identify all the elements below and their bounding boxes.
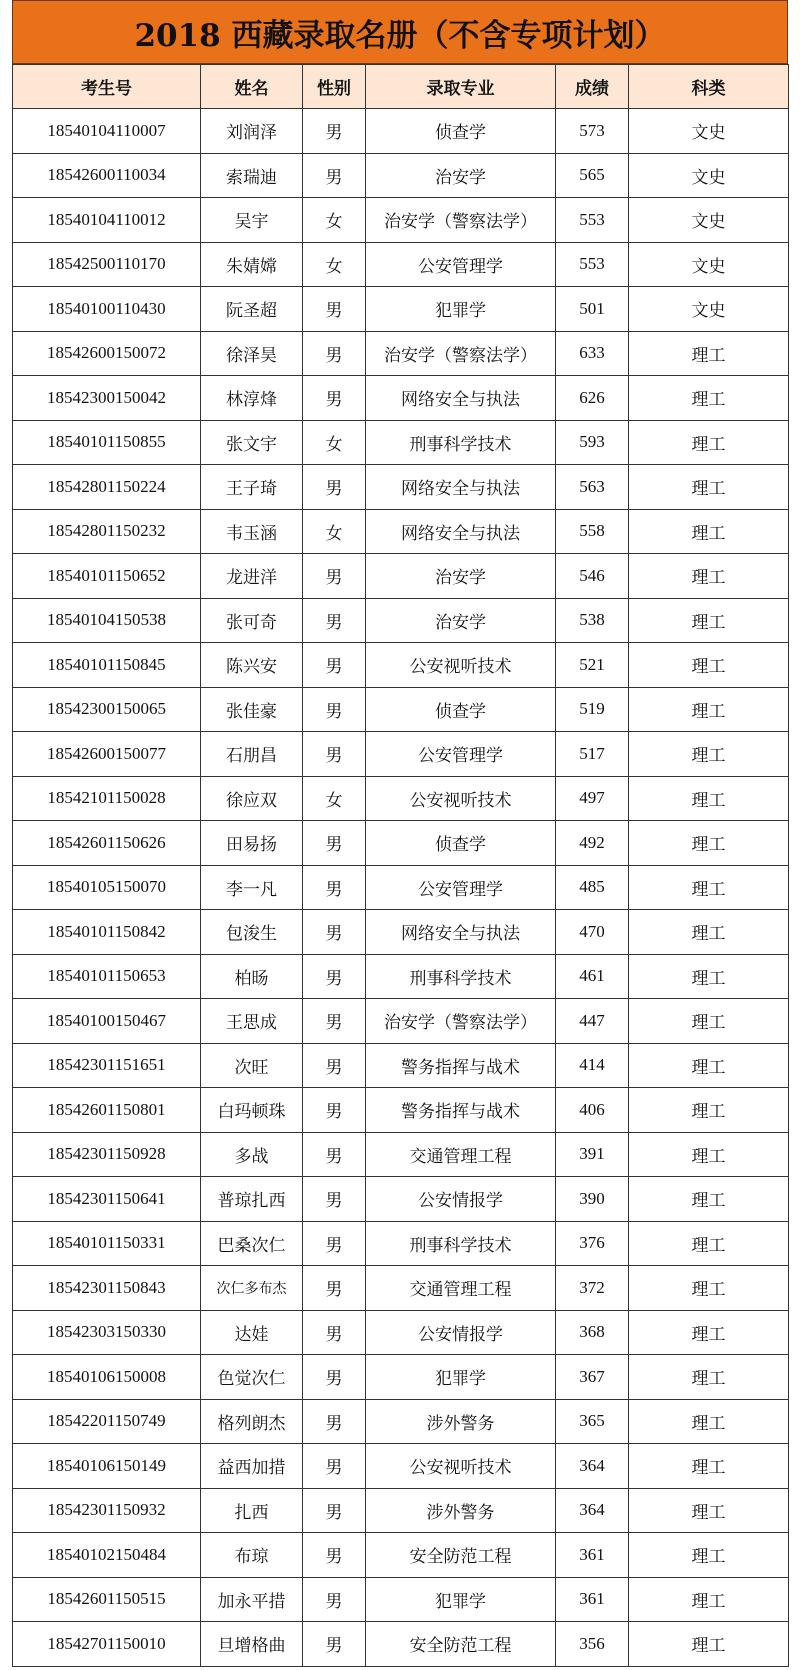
- exam-id-cell: 18542301151651: [13, 1043, 201, 1088]
- table-row: [13, 1177, 789, 1222]
- page-title: 2018 西藏录取名册（不含专项计划）: [12, 0, 788, 64]
- score-cell: 390: [556, 1177, 629, 1222]
- table-row: [13, 509, 789, 554]
- exam-id-cell: 18542701150010: [13, 1622, 201, 1667]
- table-row: [13, 1221, 789, 1266]
- exam-id-cell: 18540105150070: [13, 865, 201, 910]
- category-cell: 理工: [629, 999, 789, 1044]
- exam-id-cell: 18542301150932: [13, 1488, 201, 1533]
- gender-cell: 男: [303, 1622, 366, 1667]
- category-cell: 理工: [629, 1221, 789, 1266]
- exam-id-cell: 18540106150149: [13, 1444, 201, 1489]
- score-cell: 593: [556, 420, 629, 465]
- name-cell: 朱婧嫦: [201, 242, 303, 287]
- category-cell: 理工: [629, 331, 789, 376]
- major-cell: 交通管理工程: [366, 1132, 556, 1177]
- major-cell: 治安学（警察法学）: [366, 198, 556, 243]
- category-cell: 理工: [629, 1266, 789, 1311]
- table-row: [13, 1043, 789, 1088]
- name-cell: 石朋昌: [201, 732, 303, 777]
- category-cell: 理工: [629, 1355, 789, 1400]
- gender-cell: 男: [303, 1399, 366, 1444]
- major-cell: 治安学: [366, 554, 556, 599]
- exam-id-cell: 18542600110034: [13, 153, 201, 198]
- major-cell: 安全防范工程: [366, 1622, 556, 1667]
- exam-id-cell: 18542601150801: [13, 1088, 201, 1133]
- exam-id-cell: 18542801150232: [13, 509, 201, 554]
- category-cell: 理工: [629, 821, 789, 866]
- major-cell: 涉外警务: [366, 1399, 556, 1444]
- category-cell: 理工: [629, 1043, 789, 1088]
- name-cell: 阮圣超: [201, 287, 303, 332]
- score-cell: 364: [556, 1488, 629, 1533]
- score-cell: 519: [556, 687, 629, 732]
- score-cell: 461: [556, 954, 629, 999]
- score-cell: 573: [556, 109, 629, 154]
- roster-table: [12, 64, 789, 1667]
- score-cell: 368: [556, 1310, 629, 1355]
- table-row: [13, 910, 789, 955]
- name-cell: 张文宇: [201, 420, 303, 465]
- table-row: [13, 865, 789, 910]
- gender-cell: 男: [303, 109, 366, 154]
- name-cell: 徐泽昊: [201, 331, 303, 376]
- score-cell: 365: [556, 1399, 629, 1444]
- gender-cell: 女: [303, 198, 366, 243]
- score-cell: 633: [556, 331, 629, 376]
- major-cell: 犯罪学: [366, 1355, 556, 1400]
- score-cell: 563: [556, 465, 629, 510]
- major-cell: 刑事科学技术: [366, 954, 556, 999]
- score-cell: 521: [556, 643, 629, 688]
- major-cell: 网络安全与执法: [366, 509, 556, 554]
- gender-cell: 男: [303, 376, 366, 421]
- major-cell: 治安学（警察法学）: [366, 999, 556, 1044]
- exam-id-cell: 18540101150653: [13, 954, 201, 999]
- category-cell: 理工: [629, 1488, 789, 1533]
- table-row: [13, 1355, 789, 1400]
- name-cell: 白玛顿珠: [201, 1088, 303, 1133]
- table-row: [13, 643, 789, 688]
- exam-id-cell: 18542500110170: [13, 242, 201, 287]
- exam-id-cell: 18542300150065: [13, 687, 201, 732]
- major-cell: 侦查学: [366, 821, 556, 866]
- name-cell: 索瑞迪: [201, 153, 303, 198]
- major-cell: 治安学: [366, 153, 556, 198]
- major-cell: 侦查学: [366, 109, 556, 154]
- table-row: [13, 465, 789, 510]
- table-row: [13, 732, 789, 777]
- table-header-row: [13, 65, 789, 109]
- name-cell: 徐应双: [201, 776, 303, 821]
- exam-id-cell: 18542300150042: [13, 376, 201, 421]
- name-cell: 李一凡: [201, 865, 303, 910]
- gender-cell: 男: [303, 1043, 366, 1088]
- major-cell: 网络安全与执法: [366, 465, 556, 510]
- major-cell: 公安管理学: [366, 732, 556, 777]
- header-name: 姓名: [201, 65, 303, 109]
- score-cell: 501: [556, 287, 629, 332]
- score-cell: 558: [556, 509, 629, 554]
- table-row: [13, 954, 789, 999]
- category-cell: 文史: [629, 198, 789, 243]
- category-cell: 文史: [629, 242, 789, 287]
- name-cell: 刘润泽: [201, 109, 303, 154]
- major-cell: 刑事科学技术: [366, 1221, 556, 1266]
- category-cell: 理工: [629, 732, 789, 777]
- major-cell: 公安管理学: [366, 865, 556, 910]
- category-cell: 理工: [629, 1622, 789, 1667]
- category-cell: 理工: [629, 1444, 789, 1489]
- score-cell: 414: [556, 1043, 629, 1088]
- major-cell: 公安情报学: [366, 1310, 556, 1355]
- exam-id-cell: 18540101150842: [13, 910, 201, 955]
- score-cell: 372: [556, 1266, 629, 1311]
- category-cell: 理工: [629, 1088, 789, 1133]
- category-cell: 理工: [629, 554, 789, 599]
- score-cell: 361: [556, 1533, 629, 1578]
- gender-cell: 男: [303, 732, 366, 777]
- exam-id-cell: 18542101150028: [13, 776, 201, 821]
- table-row: [13, 1488, 789, 1533]
- gender-cell: 男: [303, 687, 366, 732]
- exam-id-cell: 18542601150515: [13, 1577, 201, 1622]
- table-row: [13, 776, 789, 821]
- name-cell: 格列朗杰: [201, 1399, 303, 1444]
- name-cell: 次旺: [201, 1043, 303, 1088]
- exam-id-cell: 18542301150641: [13, 1177, 201, 1222]
- table-row: [13, 420, 789, 465]
- major-cell: 警务指挥与战术: [366, 1043, 556, 1088]
- category-cell: 理工: [629, 1533, 789, 1578]
- score-cell: 497: [556, 776, 629, 821]
- name-cell: 扎西: [201, 1488, 303, 1533]
- gender-cell: 男: [303, 153, 366, 198]
- name-cell: 张佳豪: [201, 687, 303, 732]
- major-cell: 涉外警务: [366, 1488, 556, 1533]
- gender-cell: 男: [303, 999, 366, 1044]
- gender-cell: 男: [303, 1488, 366, 1533]
- exam-id-cell: 18540101150845: [13, 643, 201, 688]
- category-cell: 理工: [629, 376, 789, 421]
- score-cell: 546: [556, 554, 629, 599]
- major-cell: 犯罪学: [366, 287, 556, 332]
- table-row: [13, 287, 789, 332]
- name-cell: 旦增格曲: [201, 1622, 303, 1667]
- gender-cell: 男: [303, 1533, 366, 1578]
- name-cell: 王思成: [201, 999, 303, 1044]
- gender-cell: 男: [303, 1221, 366, 1266]
- gender-cell: 男: [303, 643, 366, 688]
- category-cell: 理工: [629, 420, 789, 465]
- table-row: [13, 153, 789, 198]
- exam-id-cell: 18542600150072: [13, 331, 201, 376]
- score-cell: 470: [556, 910, 629, 955]
- category-cell: 理工: [629, 687, 789, 732]
- gender-cell: 男: [303, 821, 366, 866]
- major-cell: 网络安全与执法: [366, 376, 556, 421]
- exam-id-cell: 18540104110007: [13, 109, 201, 154]
- category-cell: 理工: [629, 1577, 789, 1622]
- category-cell: 理工: [629, 1310, 789, 1355]
- name-cell: 田易扬: [201, 821, 303, 866]
- gender-cell: 男: [303, 1088, 366, 1133]
- category-cell: 理工: [629, 643, 789, 688]
- name-cell: 达娃: [201, 1310, 303, 1355]
- gender-cell: 男: [303, 554, 366, 599]
- table-row: [13, 1266, 789, 1311]
- score-cell: 626: [556, 376, 629, 421]
- name-cell: 柏旸: [201, 954, 303, 999]
- name-cell: 龙进洋: [201, 554, 303, 599]
- admission-roster: [12, 0, 788, 1667]
- category-cell: 理工: [629, 465, 789, 510]
- name-cell: 巴桑次仁: [201, 1221, 303, 1266]
- score-cell: 485: [556, 865, 629, 910]
- table-row: [13, 598, 789, 643]
- table-row: [13, 821, 789, 866]
- exam-id-cell: 18542301150928: [13, 1132, 201, 1177]
- major-cell: 公安管理学: [366, 242, 556, 287]
- gender-cell: 女: [303, 242, 366, 287]
- score-cell: 517: [556, 732, 629, 777]
- table-row: [13, 1399, 789, 1444]
- name-cell: 普琼扎西: [201, 1177, 303, 1222]
- table-row: [13, 554, 789, 599]
- name-cell: 吴宇: [201, 198, 303, 243]
- gender-cell: 男: [303, 1266, 366, 1311]
- header-score: 成绩: [556, 65, 629, 109]
- gender-cell: 男: [303, 598, 366, 643]
- name-cell: 加永平措: [201, 1577, 303, 1622]
- table-body: [13, 109, 789, 1667]
- major-cell: 警务指挥与战术: [366, 1088, 556, 1133]
- exam-id-cell: 18540104150538: [13, 598, 201, 643]
- table-row: [13, 687, 789, 732]
- name-cell: 张可奇: [201, 598, 303, 643]
- category-cell: 文史: [629, 153, 789, 198]
- gender-cell: 男: [303, 465, 366, 510]
- name-cell: 色觉次仁: [201, 1355, 303, 1400]
- category-cell: 理工: [629, 1177, 789, 1222]
- category-cell: 理工: [629, 954, 789, 999]
- category-cell: 理工: [629, 1399, 789, 1444]
- major-cell: 公安情报学: [366, 1177, 556, 1222]
- category-cell: 理工: [629, 776, 789, 821]
- exam-id-cell: 18540101150652: [13, 554, 201, 599]
- name-cell: 韦玉涵: [201, 509, 303, 554]
- gender-cell: 女: [303, 509, 366, 554]
- major-cell: 犯罪学: [366, 1577, 556, 1622]
- score-cell: 553: [556, 198, 629, 243]
- gender-cell: 男: [303, 1577, 366, 1622]
- name-cell: 包浚生: [201, 910, 303, 955]
- exam-id-cell: 18540104110012: [13, 198, 201, 243]
- gender-cell: 女: [303, 420, 366, 465]
- table-row: [13, 376, 789, 421]
- major-cell: 侦查学: [366, 687, 556, 732]
- major-cell: 网络安全与执法: [366, 910, 556, 955]
- header-gender: 性别: [303, 65, 366, 109]
- score-cell: 376: [556, 1221, 629, 1266]
- gender-cell: 男: [303, 1310, 366, 1355]
- header-category: 科类: [629, 65, 789, 109]
- exam-id-cell: 18542601150626: [13, 821, 201, 866]
- score-cell: 361: [556, 1577, 629, 1622]
- major-cell: 刑事科学技术: [366, 420, 556, 465]
- score-cell: 492: [556, 821, 629, 866]
- score-cell: 538: [556, 598, 629, 643]
- name-cell: 布琼: [201, 1533, 303, 1578]
- name-cell: 王子琦: [201, 465, 303, 510]
- major-cell: 公安视听技术: [366, 776, 556, 821]
- gender-cell: 男: [303, 1177, 366, 1222]
- gender-cell: 女: [303, 776, 366, 821]
- score-cell: 364: [556, 1444, 629, 1489]
- name-cell: 陈兴安: [201, 643, 303, 688]
- category-cell: 文史: [629, 287, 789, 332]
- table-row: [13, 331, 789, 376]
- exam-id-cell: 18542301150843: [13, 1266, 201, 1311]
- gender-cell: 男: [303, 287, 366, 332]
- major-cell: 治安学（警察法学）: [366, 331, 556, 376]
- exam-id-cell: 18542201150749: [13, 1399, 201, 1444]
- name-cell: 益西加措: [201, 1444, 303, 1489]
- header-major: 录取专业: [366, 65, 556, 109]
- exam-id-cell: 18542303150330: [13, 1310, 201, 1355]
- exam-id-cell: 18540100110430: [13, 287, 201, 332]
- table-row: [13, 1444, 789, 1489]
- gender-cell: 男: [303, 954, 366, 999]
- exam-id-cell: 18542801150224: [13, 465, 201, 510]
- major-cell: 公安视听技术: [366, 643, 556, 688]
- exam-id-cell: 18540101150331: [13, 1221, 201, 1266]
- exam-id-cell: 18540102150484: [13, 1533, 201, 1578]
- exam-id-cell: 18540101150855: [13, 420, 201, 465]
- category-cell: 理工: [629, 910, 789, 955]
- name-cell: 多战: [201, 1132, 303, 1177]
- score-cell: 565: [556, 153, 629, 198]
- header-exam-id: 考生号: [13, 65, 201, 109]
- major-cell: 安全防范工程: [366, 1533, 556, 1578]
- major-cell: 交通管理工程: [366, 1266, 556, 1311]
- score-cell: 447: [556, 999, 629, 1044]
- score-cell: 553: [556, 242, 629, 287]
- table-row: [13, 1577, 789, 1622]
- table-row: [13, 1533, 789, 1578]
- gender-cell: 男: [303, 331, 366, 376]
- table-row: [13, 1088, 789, 1133]
- table-row: [13, 1622, 789, 1667]
- exam-id-cell: 18540100150467: [13, 999, 201, 1044]
- table-row: [13, 109, 789, 154]
- table-row: [13, 999, 789, 1044]
- category-cell: 文史: [629, 109, 789, 154]
- category-cell: 理工: [629, 509, 789, 554]
- score-cell: 356: [556, 1622, 629, 1667]
- gender-cell: 男: [303, 910, 366, 955]
- table-row: [13, 1310, 789, 1355]
- table-row: [13, 198, 789, 243]
- exam-id-cell: 18542600150077: [13, 732, 201, 777]
- gender-cell: 男: [303, 1132, 366, 1177]
- score-cell: 406: [556, 1088, 629, 1133]
- exam-id-cell: 18540106150008: [13, 1355, 201, 1400]
- table-row: [13, 242, 789, 287]
- score-cell: 367: [556, 1355, 629, 1400]
- major-cell: 公安视听技术: [366, 1444, 556, 1489]
- gender-cell: 男: [303, 1355, 366, 1400]
- score-cell: 391: [556, 1132, 629, 1177]
- name-cell: 次仁多布杰: [201, 1266, 303, 1311]
- table-row: [13, 1132, 789, 1177]
- category-cell: 理工: [629, 1132, 789, 1177]
- major-cell: 治安学: [366, 598, 556, 643]
- category-cell: 理工: [629, 865, 789, 910]
- gender-cell: 男: [303, 1444, 366, 1489]
- name-cell: 林淳烽: [201, 376, 303, 421]
- gender-cell: 男: [303, 865, 366, 910]
- category-cell: 理工: [629, 598, 789, 643]
